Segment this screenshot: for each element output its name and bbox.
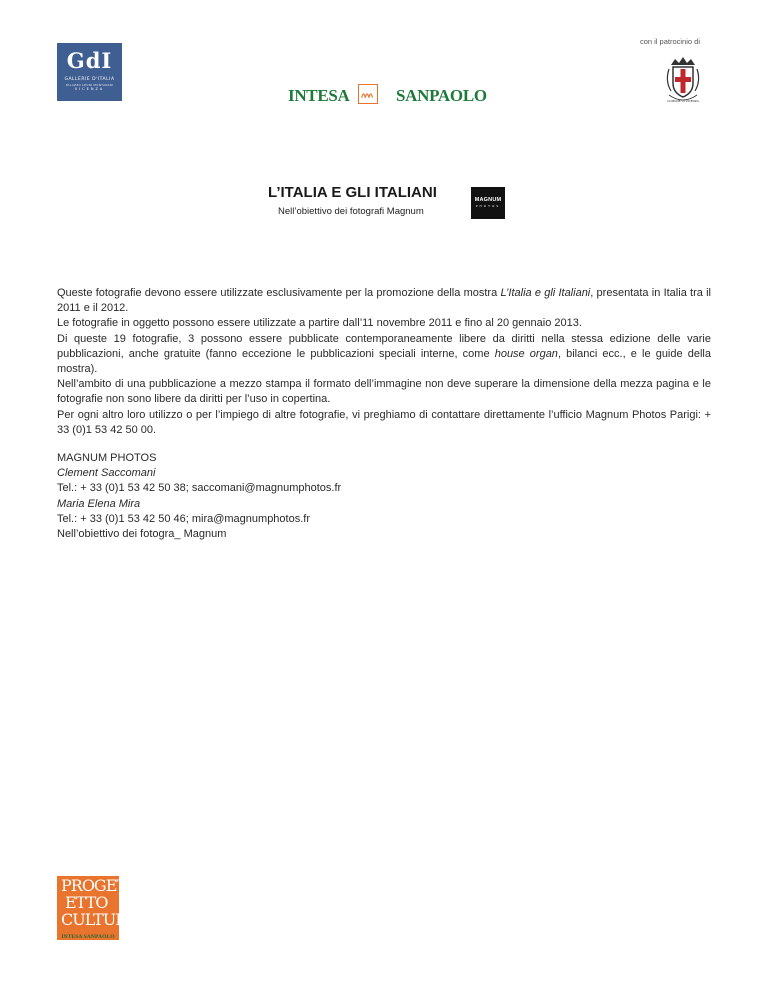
magnum-logo-subtext: PHOTOS [475,204,501,208]
paragraph-text: Di queste 19 fotografie, 3 possono essere pubblicate contemporaneamente libere da diritti nella stessa edizione delle varie pubblicazioni, anche gratuite (fanno eccezione le pubblicazioni speciali interne, come [57,332,711,360]
contact-name-1: Clement Saccomani [57,467,156,480]
progetto-logo-row-3: CULTURA [61,910,137,929]
progetto-sponsor-label: INTESA SANPAOLO [61,934,115,940]
paragraph-contact: Per ogni altro loro utilizzo o per l’impiego di altre fotografie, vi preghiamo di contattare direttamente l’ufficio Magnum Photos Parigi: + 33 (0)1 53 42 50 00. [57,408,711,436]
sponsor-name-right: SANPAOLO [396,86,487,105]
city-crest-icon [663,55,703,103]
contact-phone-1: Tel.: + 33 (0)1 53 42 50 38; saccomani@magnumphotos.fr [57,482,342,495]
gallery-monogram: GdI [66,48,113,73]
page-title: L’ITALIA E GLI ITALIANI [268,184,437,201]
gallery-city: VICENZA [74,87,105,91]
magnum-logo [471,187,505,219]
contact-org: MAGNUM PHOTOS [57,452,157,464]
contact-name-2: Maria Elena Mira [57,497,141,510]
sponsor-mark-icon [358,84,378,104]
page-subtitle: Nell’obiettivo dei fotografi Magnum [278,206,424,217]
progetto-logo-row-1: PROGETTO [61,876,149,895]
progetto-logo-row-2: ETTO [65,893,108,912]
title-block [268,184,508,224]
contact-footer-line: Nell’obiettivo dei fotogra_ Magnum [57,528,227,541]
contact-phone-2: Tel.: + 33 (0)1 53 42 50 46; mira@magnumphotos.fr [57,512,310,525]
sponsor-logo [288,84,488,108]
magnum-logo-text: MAGNUM [474,197,502,203]
sponsor-name-left: INTESA [288,86,350,105]
crest-caption: COMUNE DI VICENZA [667,99,699,103]
gallery-palazzo: PALAZZO LEONI MONTANARI [65,83,114,87]
paragraph-text: Queste fotografie devono essere utilizzate esclusivamente per la promozione della mostra [57,287,501,299]
patronage-label: con il patrocinio di [639,37,700,46]
paragraph-text: , presentata in Italia tra il 2011 e il 2012. [57,287,712,315]
exhibition-title: L’Italia e gli Italiani [500,287,591,299]
gallery-logo [57,43,122,101]
italic-term: house organ [494,347,558,360]
progetto-cultura-logo [57,876,149,940]
paragraph-dates: Le fotografie in oggetto possono essere utilizzate a partire dall’11 novembre 2011 e fino al 20 gennaio 2013. [57,317,582,330]
paragraph-promotion [57,286,711,316]
contact-block [57,451,457,542]
gallery-name: GALLERIE D'ITALIA [64,77,115,82]
paragraph-text: , bilanci ecc., e le guide della mostra). [57,347,711,376]
usage-terms [57,286,711,438]
paragraph-format: Nell’ambito di una pubblicazione a mezzo stampa il formato dell’immagine non deve superare la dimensione della mezza pagina e le fotografie non sono libere da diritti per l’uso in copertina. [57,378,711,406]
paragraph-rights [57,332,711,378]
